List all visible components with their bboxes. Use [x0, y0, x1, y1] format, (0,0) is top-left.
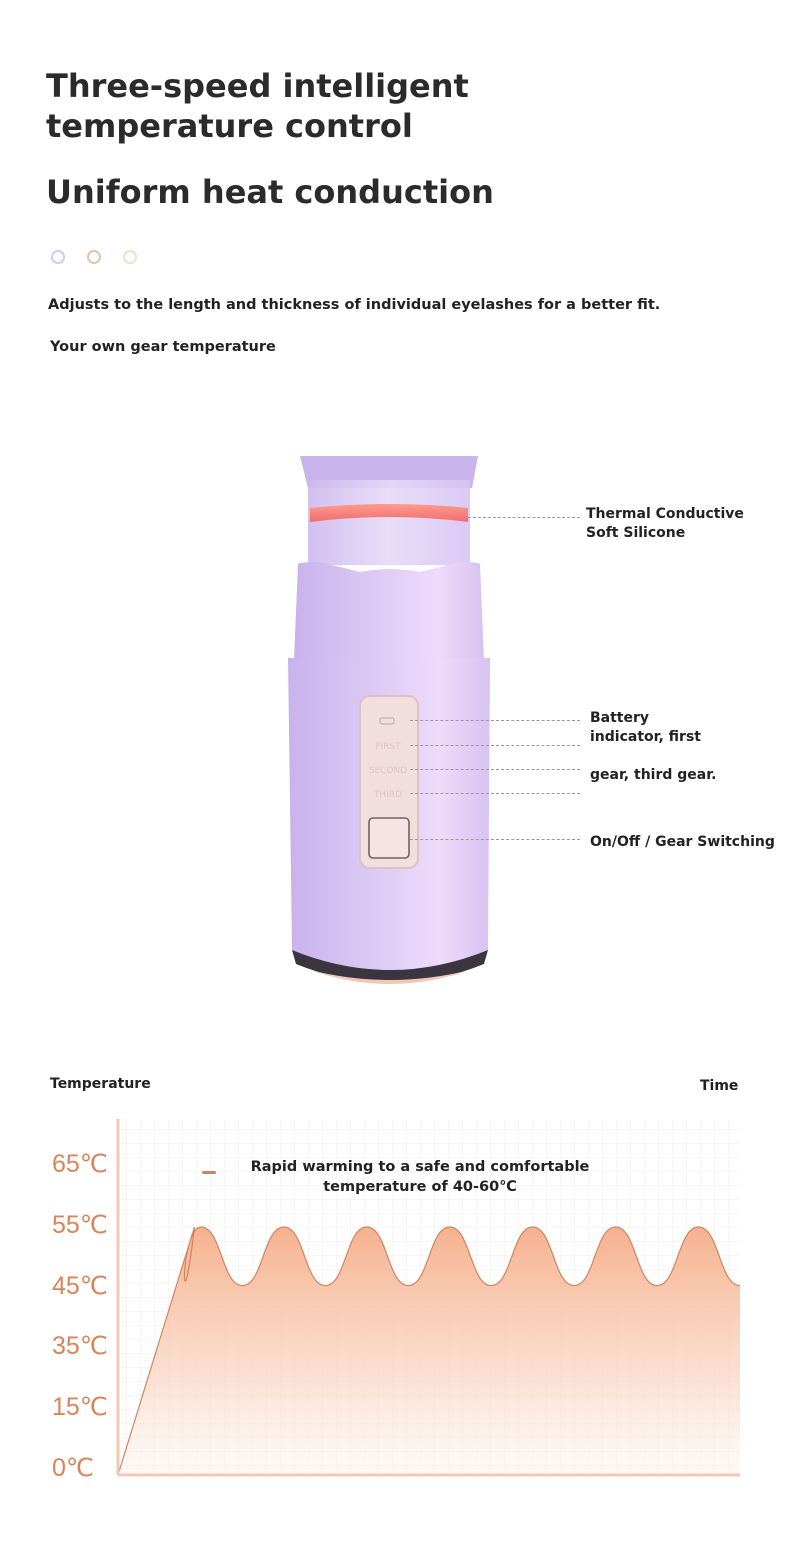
color-dot-cream[interactable] — [123, 250, 137, 264]
chart-ylabel: Temperature — [50, 1076, 151, 1092]
leader-second — [410, 769, 580, 770]
callout-switch: On/Off / Gear Switching — [590, 834, 775, 850]
annotation-marker — [202, 1171, 216, 1174]
y-tick-55: 55℃ — [52, 1211, 108, 1239]
leader-battery — [410, 720, 580, 721]
leader-switch — [410, 839, 580, 840]
callout-silicone-line1: Thermal Conductive — [586, 506, 744, 522]
panel-label-second: SECOND — [368, 766, 408, 776]
curler-upper-body — [294, 562, 484, 660]
y-tick-15: 15℃ — [52, 1393, 108, 1421]
callout-silicone — [586, 505, 744, 543]
intro-subtext: Your own gear temperature — [50, 339, 276, 355]
callout-battery — [590, 709, 701, 747]
power-button — [369, 818, 409, 858]
intro-text: Adjusts to the length and thickness of individual eyelashes for a better fit. — [48, 297, 661, 313]
y-tick-0: 0℃ — [52, 1454, 94, 1482]
eyelash-curler-illustration — [280, 450, 500, 1000]
chart-xlabel: Time — [700, 1078, 739, 1094]
title-line-2: temperature control — [46, 107, 413, 145]
color-options — [51, 250, 137, 264]
y-tick-35: 35℃ — [52, 1332, 108, 1360]
y-tick-45: 45℃ — [52, 1272, 108, 1300]
panel-label-third: THIRD — [373, 790, 403, 800]
callout-battery-line1: Battery — [590, 710, 650, 726]
callout-battery-line2: indicator, first — [590, 728, 701, 745]
page-title — [46, 66, 469, 146]
color-dot-lilac[interactable] — [51, 250, 65, 264]
y-tick-65: 65℃ — [52, 1150, 108, 1178]
leader-first — [410, 745, 580, 746]
chart-annotation: Rapid warming to a safe and comfortable temperature of 40-60℃ — [250, 1159, 590, 1195]
leader-third — [410, 793, 580, 794]
callout-silicone-line2: Soft Silicone — [586, 524, 686, 541]
panel-label-first: FIRST — [375, 742, 401, 752]
color-dot-peach[interactable] — [87, 250, 101, 264]
leader-silicone — [468, 517, 580, 518]
callout-gear: gear, third gear. — [590, 767, 717, 783]
curler-head — [308, 480, 470, 565]
title-line-1: Three-speed intelligent — [46, 67, 469, 105]
page-subtitle: Uniform heat conduction — [46, 173, 494, 211]
